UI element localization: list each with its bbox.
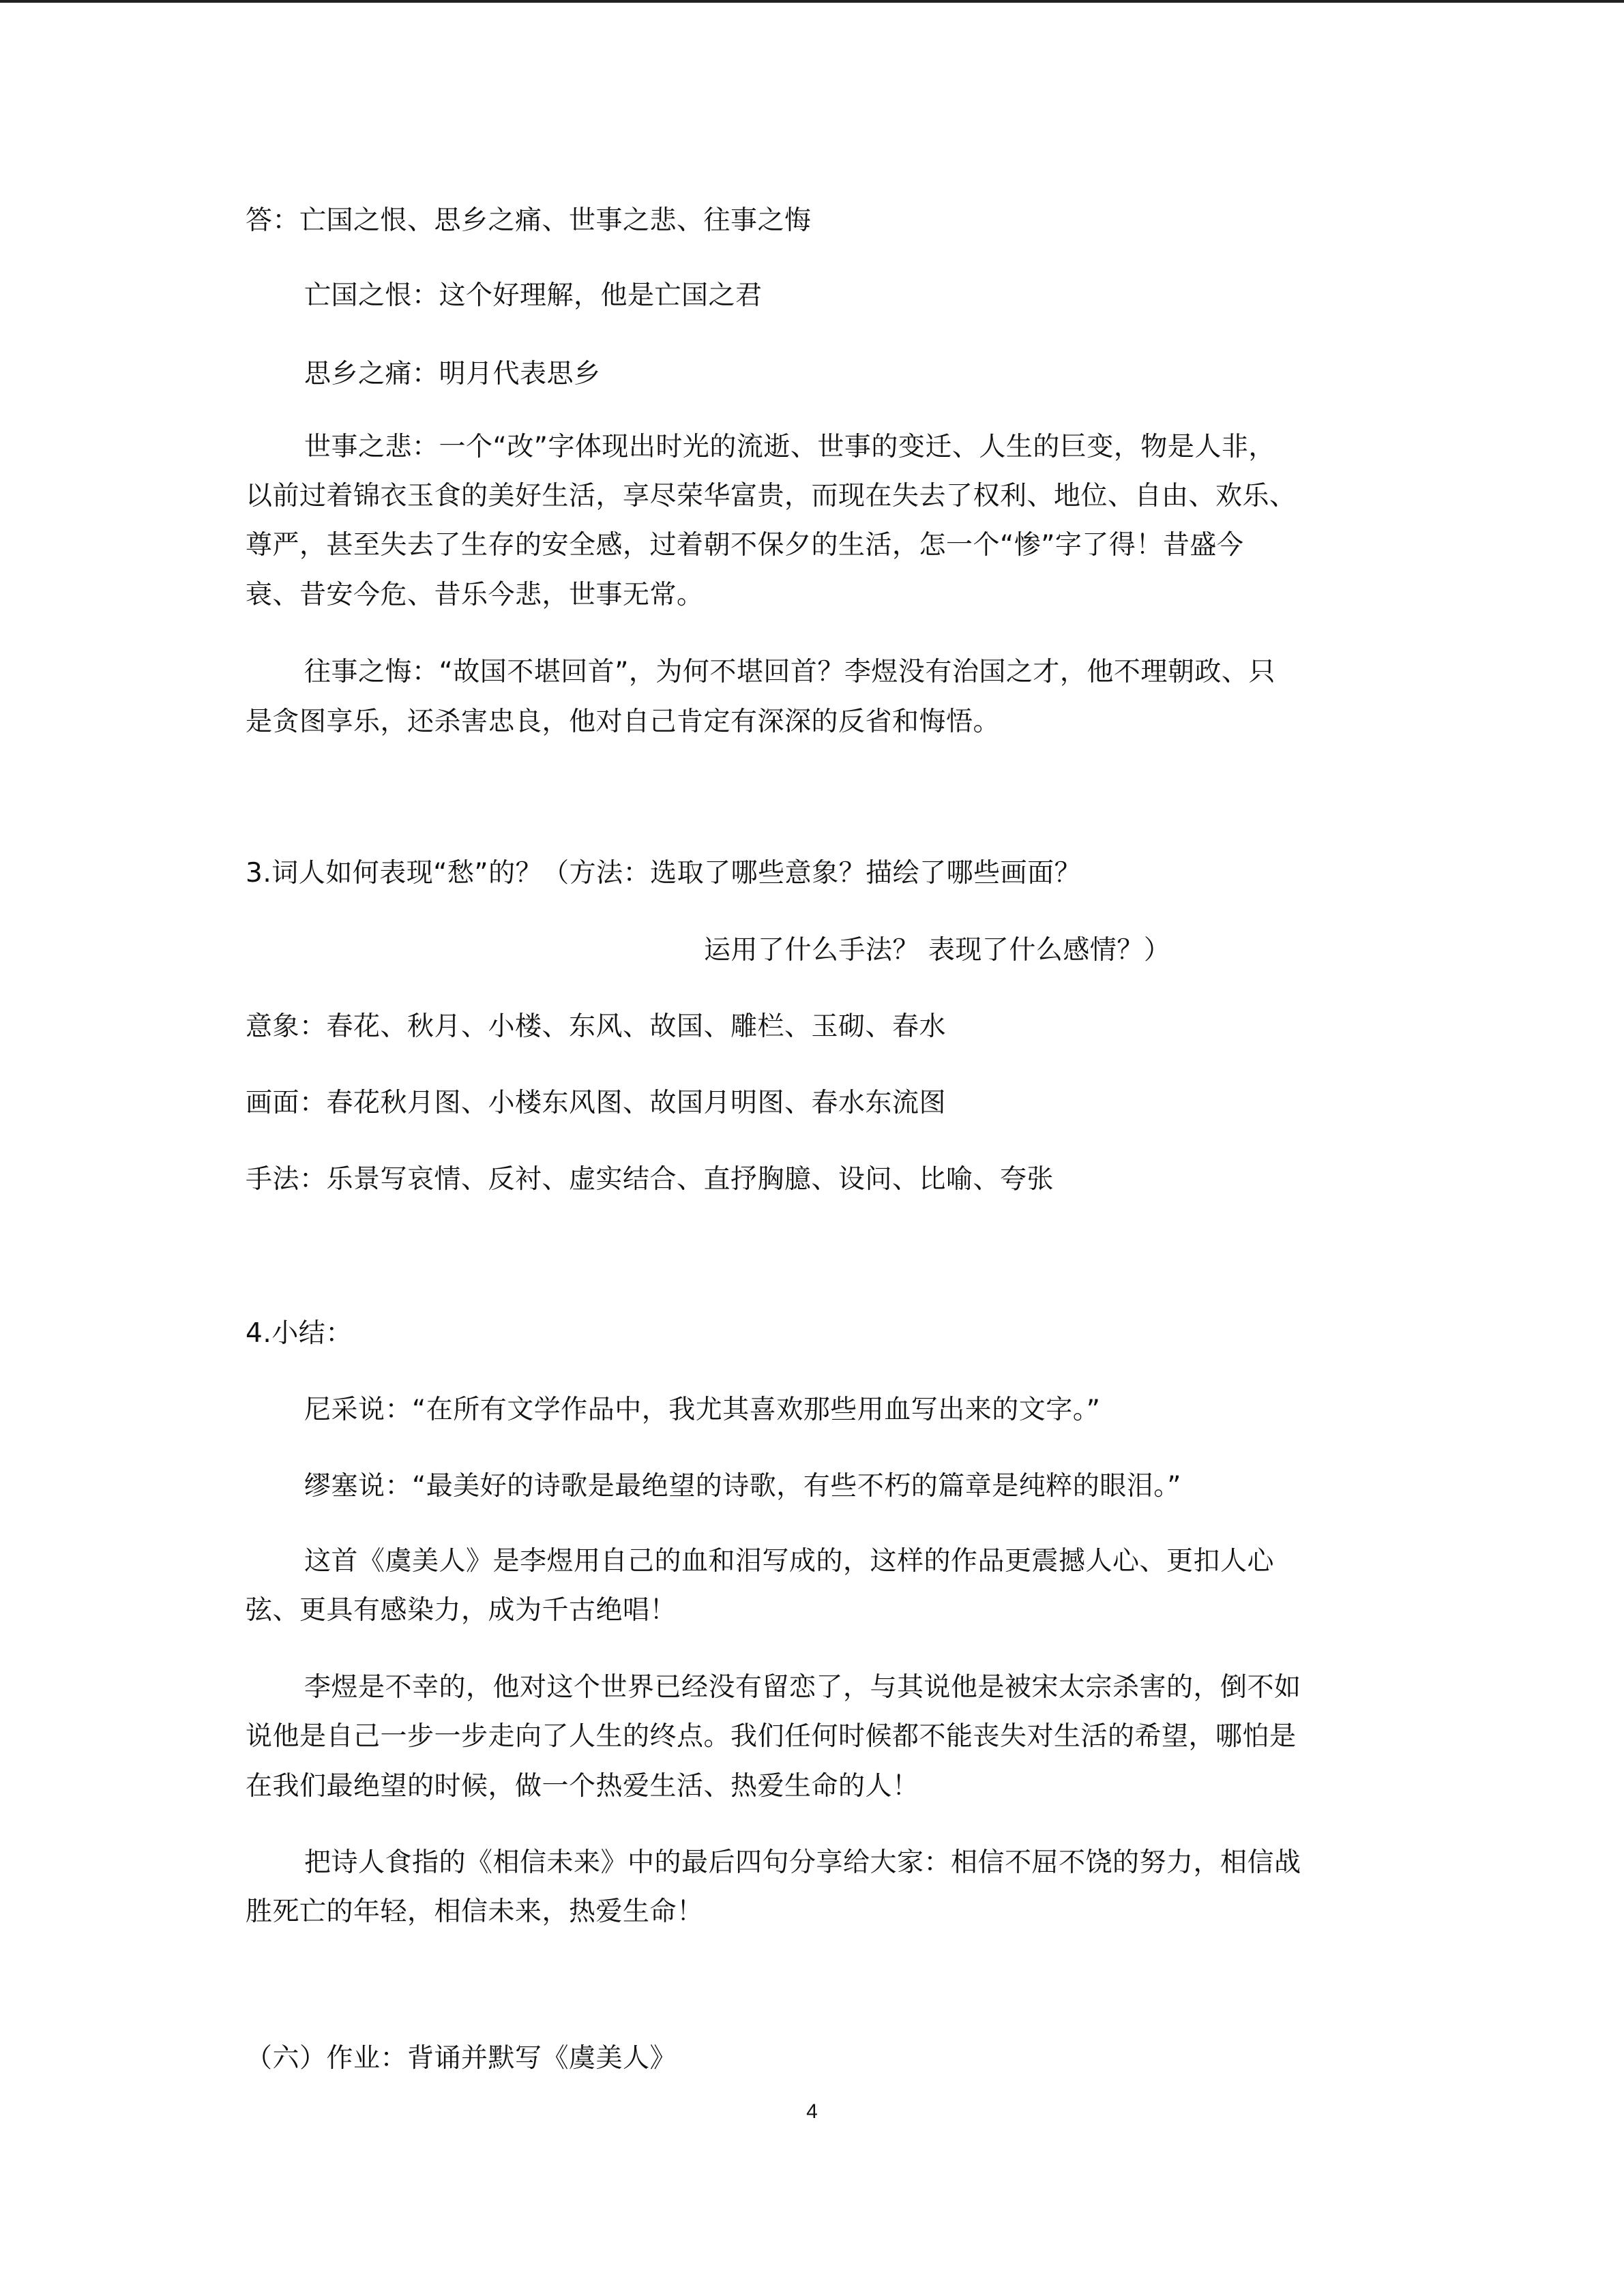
- share-line-1: 把诗人食指的《相信未来》中的最后四句分享给大家：相信不屈不饶的努力，相信战: [304, 1847, 1301, 1878]
- top-border-line: [0, 0, 1624, 3]
- homework: （六）作业：背诵并默写《虞美人》: [246, 2043, 677, 2074]
- yumeiren-line-1: 这首《虞美人》是李煜用自己的血和泪写成的，这样的作品更震撼人心、更扣人心: [304, 1546, 1275, 1577]
- answer-wangshi-line-1: 往事之悔：“故国不堪回首”，为何不堪回首？李煜没有治国之才，他不理朝政、只: [304, 657, 1275, 687]
- answer-wangguo: 亡国之恨：这个好理解，他是亡国之君: [304, 280, 763, 311]
- answer-shishi-line-1: 世事之悲：一个“改”字体现出时光的流逝、世事的变迁、人生的巨变，物是人非，: [304, 432, 1275, 462]
- summary4-heading: 4.小结：: [246, 1318, 353, 1349]
- question3-techniques: 手法：乐景写哀情、反衬、虚实结合、直抒胸臆、设问、比喻、夸张: [246, 1164, 1054, 1195]
- liyu-line-3: 在我们最绝望的时候，做一个热爱生活、热爱生命的人！: [246, 1771, 919, 1802]
- answer-shishi-line-3: 尊严，甚至失去了生存的安全感，过着朝不保夕的生活，怎一个“惨”字了得！昔盛今: [246, 530, 1244, 561]
- answer-shishi-line-4: 衰、昔安今危、昔乐今悲，世事无常。: [246, 580, 704, 610]
- answer-shishi-line-2: 以前过着锦衣玉食的美好生活，享尽荣华富贵，而现在失去了权利、地位、自由、欢乐、: [246, 481, 1297, 511]
- answer-sixiang: 思乡之痛：明月代表思乡: [304, 359, 601, 389]
- question3-heading: 3.词人如何表现“愁”的？（方法：选取了哪些意象？描绘了哪些画面？: [246, 858, 1082, 889]
- answer-summary: 答：亡国之恨、思乡之痛、世事之悲、往事之悔: [246, 205, 812, 236]
- question3-imagery: 意象：春花、秋月、小楼、东风、故国、雕栏、玉砌、春水: [246, 1011, 947, 1042]
- question3-scenes: 画面：春花秋月图、小楼东风图、故国月明图、春水东流图: [246, 1088, 947, 1118]
- quote-musai: 缪塞说：“最美好的诗歌是最绝望的诗歌，有些不朽的篇章是纯粹的眼泪。”: [304, 1471, 1181, 1502]
- liyu-line-1: 李煜是不幸的，他对这个世界已经没有留恋了，与其说他是被宋太宗杀害的，倒不如: [304, 1672, 1301, 1703]
- answer-wangshi-line-2: 是贪图享乐，还杀害忠良，他对自己肯定有深深的反省和悔悟。: [246, 706, 1001, 737]
- yumeiren-line-2: 弦、更具有感染力，成为千古绝唱！: [246, 1595, 677, 1626]
- page-number: 4: [806, 2100, 818, 2123]
- quote-nietzsche: 尼采说：“在所有文学作品中，我尤其喜欢那些用血写出来的文字。”: [304, 1395, 1101, 1425]
- liyu-line-2: 说他是自己一步一步走向了人生的终点。我们任何时候都不能丧失对生活的希望，哪怕是: [246, 1721, 1297, 1752]
- question3-heading-continued: 运用了什么手法？ 表现了什么感情？）: [704, 935, 1171, 966]
- share-line-2: 胜死亡的年轻，相信未来，热爱生命！: [246, 1896, 704, 1927]
